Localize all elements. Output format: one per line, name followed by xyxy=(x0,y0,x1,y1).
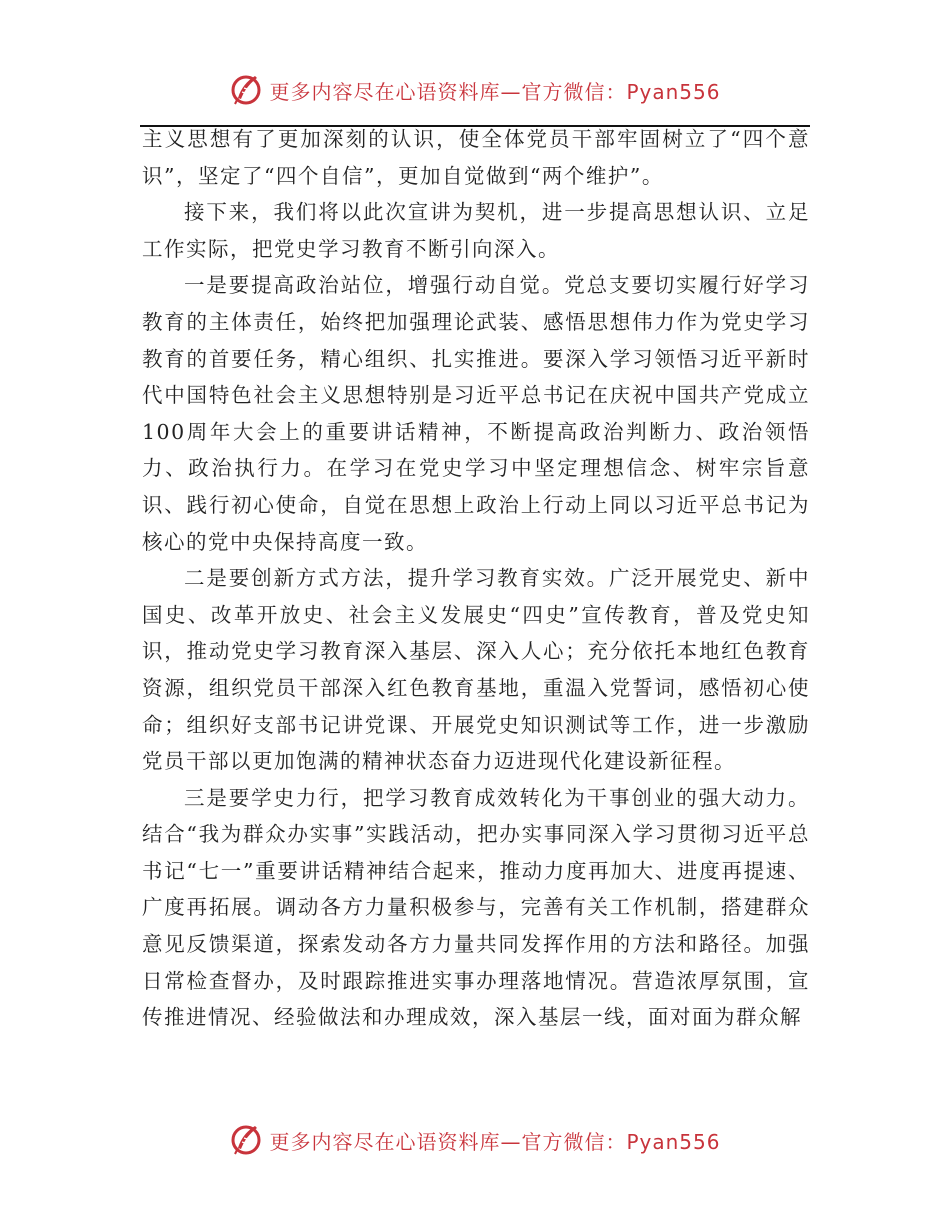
document-body xyxy=(142,121,810,1036)
header-banner-text: 更多内容尽在心语资料库—官方微信：Pyan556 xyxy=(269,79,721,104)
footer-banner xyxy=(0,1120,950,1160)
feather-pen-seal-icon xyxy=(229,73,263,107)
paragraph-intro: 接下来，我们将以此次宣讲为契机，进一步提高思想认识、立足工作实际，把党史学习教育不断引向深入。 xyxy=(142,200,810,261)
paragraph-point-two: 二是要创新方式方法，提升学习教育实效。广泛开展党史、新中国史、改革开放史、社会主义发展史“四史”宣传教育，普及党史知识，推动党史学习教育深入基层、深入人心；充分依托本地红色教育资源，组织党员干部深入红色教育基地，重温入党誓词，感悟初心使命；组织好支部书记讲党课、开展党史知识测试等工作，进一步激励党员干部以更加饱满的精神状态奋力迈进现代化建设新征程。 xyxy=(142,566,810,774)
feather-pen-seal-icon xyxy=(229,1123,263,1157)
paragraph-point-three: 三是要学史力行，把学习教育成效转化为干事创业的强大动力。结合“我为群众办实事”实践活动，把办实事同深入学习贯彻习近平总书记“七一”重要讲话精神结合起来，推动力度再加大、进度再提速、广度再拓展。调动各方力量积极参与，完善有关工作机制，搭建群众意见反馈渠道，探索发动各方力量共同发挥作用的方法和路径。加强日常检查督办，及时跟踪推进实事办理落地情况。营造浓厚氛围，宣传推进情况、经验做法和办理成效，深入基层一线，面对面为群众解 xyxy=(142,785,810,1030)
paragraph-point-one: 一是要提高政治站位，增强行动自觉。党总支要切实履行好学习教育的主体责任，始终把加强理论武装、感悟思想伟力作为党史学习教育的首要任务，精心组织、扎实推进。要深入学习领悟习近平新时代中国特色社会主义思想特别是习近平总书记在庆祝中国共产党成立100周年大会上的重要讲话精神，不断提高政治判断力、政治领悟力、政治执行力。在学习在党史学习中坚定理想信念、树牢宗旨意识、践行初心使命，自觉在思想上政治上行动上同以习近平总书记为核心的党中央保持高度一致。 xyxy=(142,273,810,554)
footer-banner-text: 更多内容尽在心语资料库—官方微信：Pyan556 xyxy=(269,1129,721,1154)
paragraph-continued: 主义思想有了更加深刻的认识，使全体党员干部牢固树立了“四个意识”，坚定了“四个自信”，更加自觉做到“两个维护”。 xyxy=(142,127,810,188)
header-banner xyxy=(0,70,950,110)
